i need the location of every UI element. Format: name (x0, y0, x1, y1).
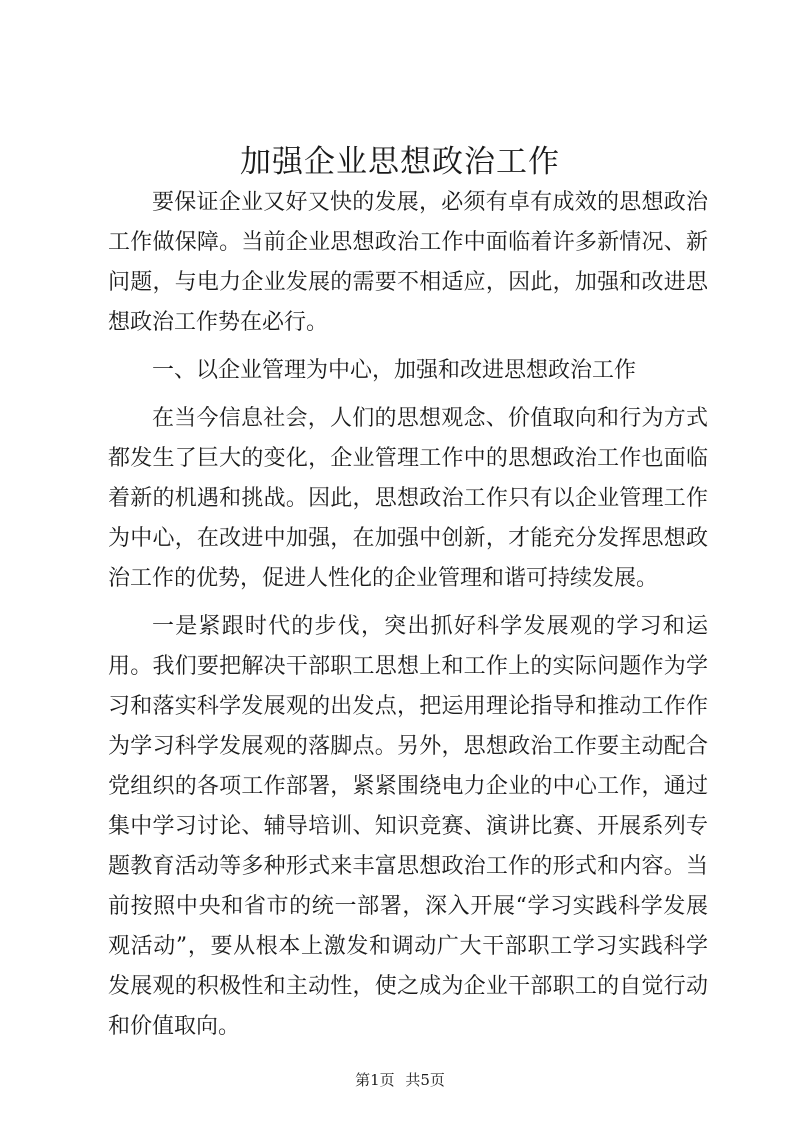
section-heading-1: 一、以企业管理为中心，加强和改进思想政治工作 (152, 358, 637, 383)
document-title: 加强企业思想政治工作 (240, 144, 560, 180)
paragraph-point-1: 一是紧跟时代的步伐，突出抓好科学发展观的学习和运用。我们要把解决干部职工思想上和工作上的实际问题作为学习和落实科学发展观的出发点，把运用理论指导和推动工作作为学习科学发展观的落脚点。另外，思想政治工作要主动配合党组织的各项工作部署，紧紧围绕电力企业的中心工作，通过集中学习讨论、辅导培训、知识竞赛、演讲比赛、开展系列专题教育活动等多种形式来丰富思想政治工作的形式和内容。当前按照中央和省市的统一部署，深入开展“学习实践科学发展观活动”，要从根本上激发和调动广大干部职工学习实践科学发展观的积极性和主动性，使之成为企业干部职工的自觉行动和价值取向。 (108, 614, 708, 1039)
page-number-total: 共5页 (405, 1071, 445, 1089)
paragraph-section-1: 在当今信息社会，人们的思想观念、价值取向和行为方式都发生了巨大的变化，企业管理工作中的思想政治工作也面临着新的机遇和挑战。因此，思想政治工作只有以企业管理工作为中心，在改进中加强，在加强中创新，才能充分发挥思想政治工作的优势，促进人性化的企业管理和谐可持续发展。 (108, 406, 708, 591)
page-number-current: 第1页 (355, 1071, 395, 1089)
page-footer (0, 1070, 800, 1090)
document-body (108, 183, 708, 1055)
paragraph-intro: 要保证企业又好又快的发展，必须有卓有成效的思想政治工作做保障。当前企业思想政治工作中面临着许多新情况、新问题，与电力企业发展的需要不相适应，因此，加强和改进思想政治工作势在必行。 (108, 190, 708, 335)
